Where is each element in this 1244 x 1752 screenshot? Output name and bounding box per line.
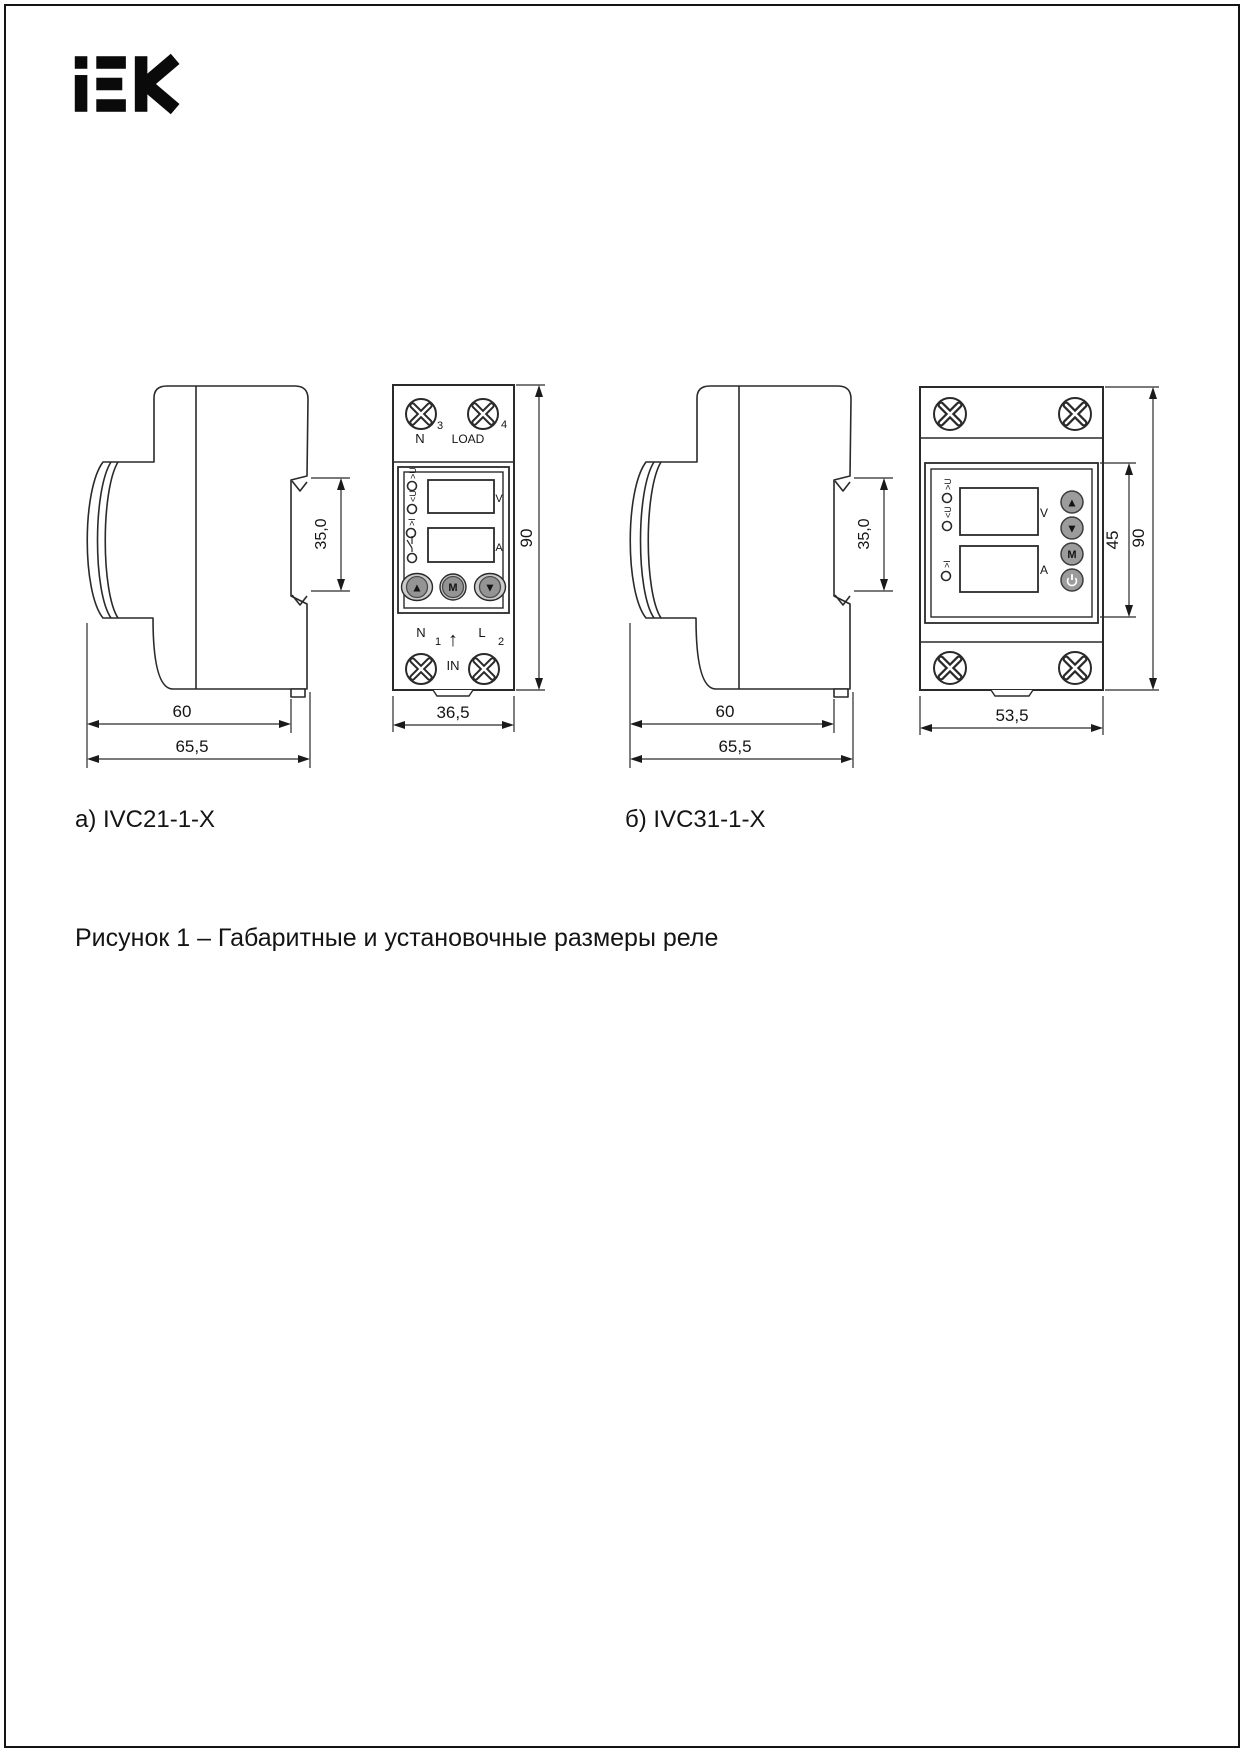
dim-arrow — [337, 478, 345, 490]
dim-arrow — [880, 478, 888, 490]
voltage-display — [960, 488, 1038, 535]
side-view-ivc31 — [613, 340, 903, 770]
current-display-label: A — [1039, 563, 1049, 577]
dim-label-depth-total: 65,5 — [718, 737, 752, 756]
din-clip-notch — [292, 481, 307, 491]
down-icon: ▼ — [1066, 521, 1078, 536]
dim-arrow — [841, 755, 853, 763]
terminal-num-2: 2 — [498, 636, 505, 648]
screw-icon — [1059, 652, 1091, 684]
dim-arrow — [535, 678, 543, 690]
dim-arrow — [279, 720, 291, 728]
dim-label-height: 90 — [1129, 528, 1148, 548]
front-view-ivc21 — [390, 340, 565, 740]
screw-icon — [934, 398, 966, 430]
screw-icon — [406, 654, 436, 684]
led-label: >I — [407, 518, 417, 526]
logo-k-stem — [135, 56, 148, 112]
dim-arrow — [1149, 678, 1157, 690]
screw-icon — [469, 654, 499, 684]
dim-arrow — [298, 755, 310, 763]
led-undervoltage — [408, 505, 417, 514]
dim-arrow — [87, 755, 99, 763]
figure-label-a: а) IVC21-1-X — [75, 806, 216, 833]
front-face-curve — [648, 462, 661, 618]
figure-label-b: б) IVC31-1-X — [625, 806, 766, 833]
dim-arrow — [1091, 724, 1103, 732]
menu-button-label: M — [448, 582, 458, 594]
terminal-label-in: IN — [446, 658, 460, 673]
dim-arrow — [630, 755, 642, 763]
input-arrow-icon: ↑ — [448, 629, 458, 651]
dim-arrow — [880, 579, 888, 591]
dim-label-width: 36,5 — [436, 703, 470, 722]
bottom-tab — [991, 690, 1033, 696]
screw-icon — [1059, 398, 1091, 430]
logo-e-bar — [96, 78, 122, 91]
down-icon: ▼ — [484, 580, 496, 595]
dim-label-depth-60: 60 — [715, 702, 735, 721]
dim-label-rail-recess: 35,0 — [856, 518, 873, 550]
terminal-num-3: 3 — [437, 420, 444, 432]
dim-label-panel-height: 45 — [1103, 530, 1122, 550]
led-undervoltage — [943, 522, 952, 531]
led-label: <U — [943, 506, 953, 518]
terminal-label-l: L — [478, 625, 486, 640]
current-display — [428, 528, 494, 562]
logo-i-dot — [75, 56, 88, 69]
bottom-tab — [433, 690, 473, 696]
dim-label-width: 53,5 — [995, 706, 1029, 725]
dim-arrow — [920, 724, 932, 732]
terminal-num-4: 4 — [501, 419, 508, 431]
voltage-display — [428, 480, 494, 513]
led-contact — [408, 554, 417, 563]
dim-arrow — [630, 720, 642, 728]
side-view-ivc21 — [70, 340, 360, 770]
voltage-display-label: V — [1039, 506, 1049, 520]
led-overcurrent — [942, 572, 951, 581]
logo-i-stem — [75, 75, 88, 112]
led-label: >I — [942, 560, 952, 568]
din-clip-notch — [835, 481, 850, 491]
led-overcurrent — [407, 529, 416, 538]
menu-button-label: M — [1067, 549, 1077, 561]
dim-label-rail-recess: 35,0 — [313, 518, 330, 550]
led-label: >U — [943, 478, 953, 490]
current-display — [960, 546, 1038, 592]
screw-icon — [934, 652, 966, 684]
screw-icon — [468, 399, 498, 429]
dim-label-height: 90 — [517, 528, 536, 548]
terminal-num-1: 1 — [435, 636, 442, 648]
front-face-curve — [98, 462, 112, 618]
device-profile-outline — [87, 386, 308, 689]
dim-label-depth-total: 65,5 — [175, 737, 209, 756]
terminal-label-load: LOAD — [451, 432, 485, 446]
dim-arrow — [502, 721, 514, 729]
led-label: <U — [408, 490, 418, 502]
dim-arrow — [337, 579, 345, 591]
terminal-label-n-bottom: N — [416, 625, 426, 640]
din-clip-tab — [834, 689, 848, 697]
voltage-display-label: V — [495, 493, 503, 505]
up-icon: ▲ — [411, 580, 423, 595]
up-icon: ▲ — [1066, 495, 1078, 510]
dim-arrow — [87, 720, 99, 728]
logo-e-bar — [96, 56, 126, 69]
front-face-curve — [105, 462, 118, 618]
dim-arrow — [1125, 605, 1133, 617]
dim-arrow — [822, 720, 834, 728]
dim-lines-depth-total — [98, 692, 310, 768]
logo-k-arm — [146, 84, 176, 109]
figure-caption: Рисунок 1 – Габаритные и установочные размеры реле — [75, 924, 719, 952]
current-display-label: A — [495, 542, 503, 554]
dim-label-depth-60: 60 — [172, 702, 192, 721]
din-clip-tab — [291, 689, 305, 697]
front-view-ivc31 — [916, 340, 1176, 740]
dim-arrow — [1149, 387, 1157, 399]
logo-e-bar — [96, 99, 126, 112]
dim-arrow — [535, 385, 543, 397]
led-label: >U — [408, 467, 418, 479]
device-profile-outline — [630, 386, 851, 689]
led-overvoltage — [943, 494, 952, 503]
page-border — [4, 4, 1240, 1748]
iek-logo — [73, 56, 185, 112]
dim-arrow — [393, 721, 405, 729]
dim-lines-depth-total — [641, 692, 853, 768]
dim-arrow — [1125, 463, 1133, 475]
screw-icon — [406, 399, 436, 429]
led-overvoltage — [408, 482, 417, 491]
terminal-label-n: N — [415, 431, 425, 446]
front-face-curve — [641, 462, 655, 618]
